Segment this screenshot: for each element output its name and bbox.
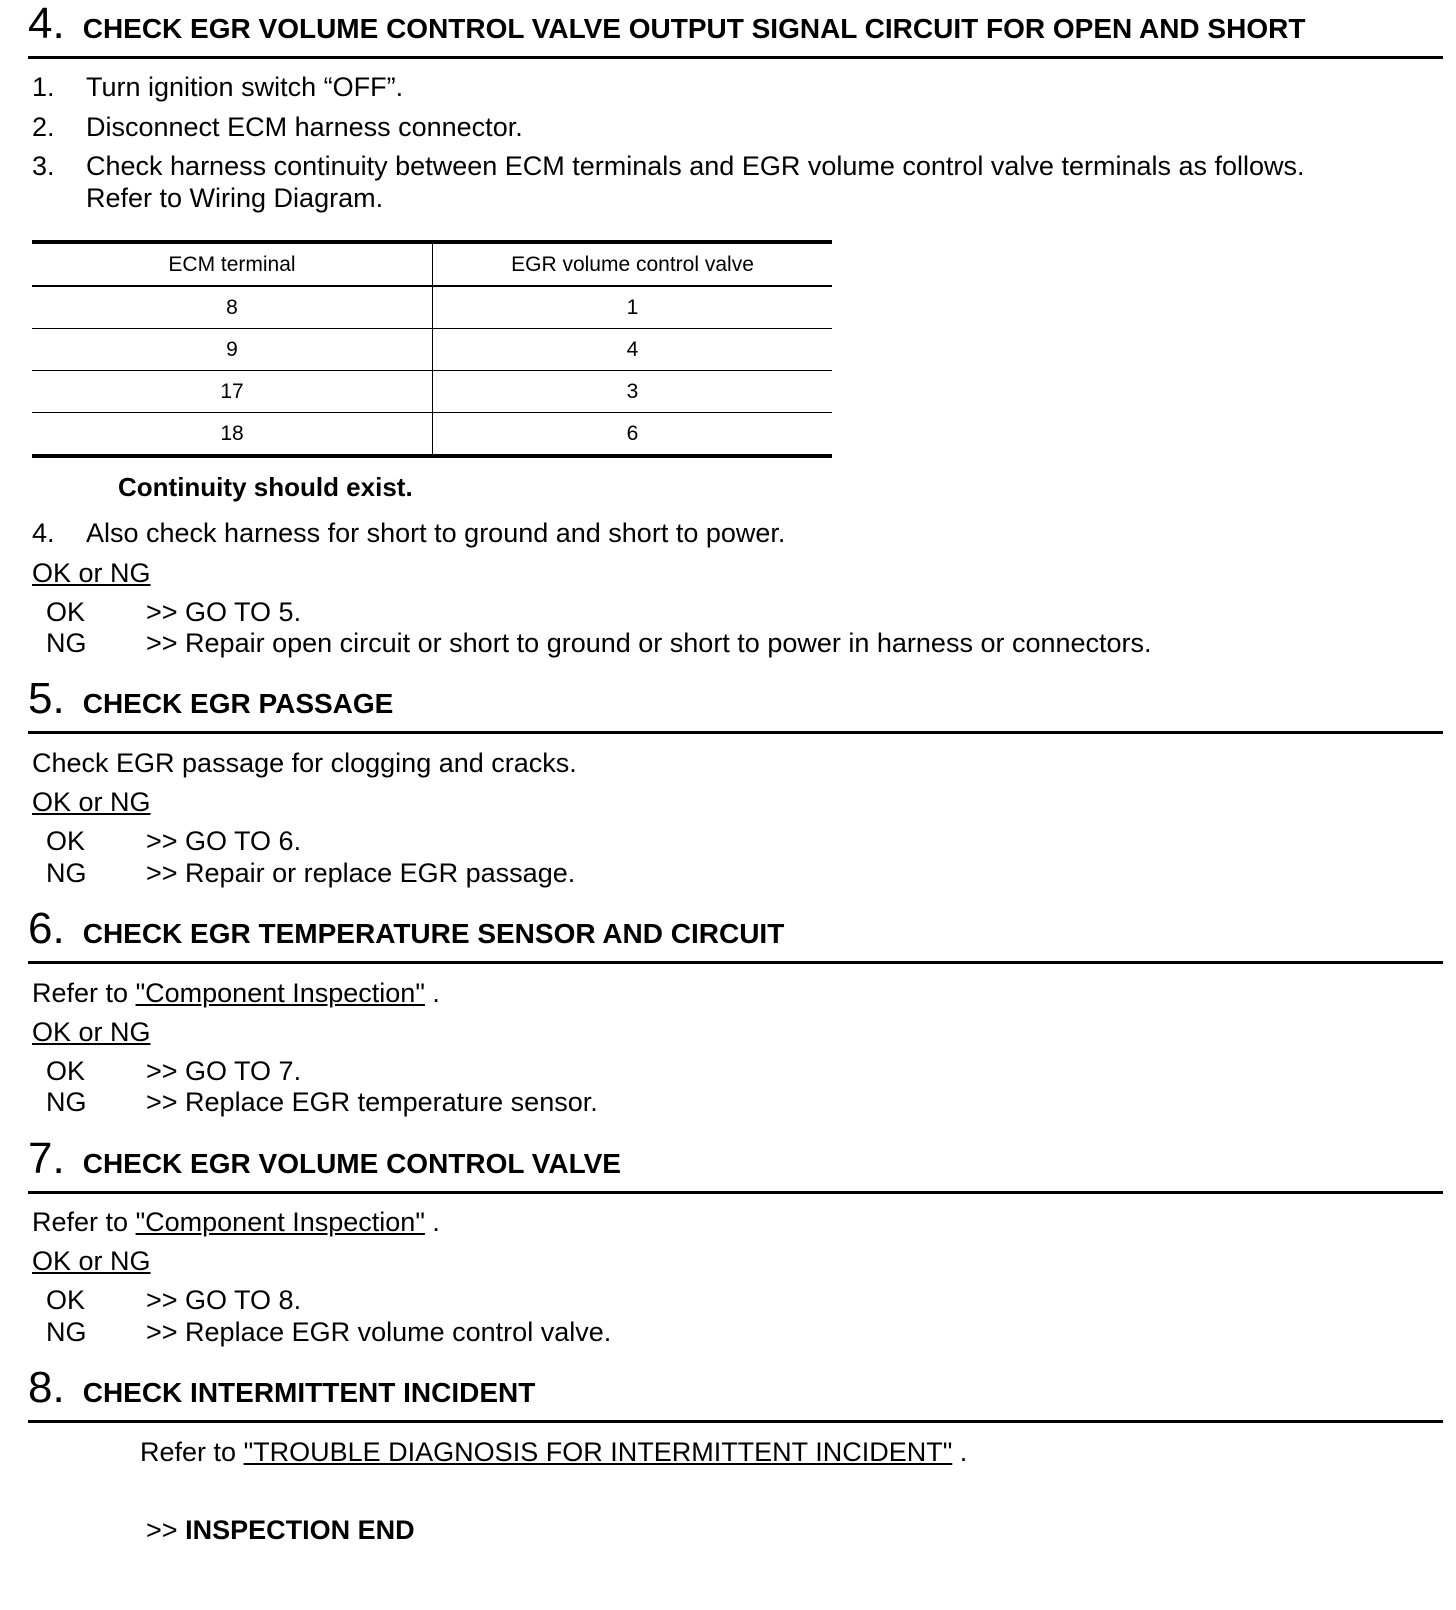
step6-title: CHECK EGR TEMPERATURE SENSOR AND CIRCUIT	[82, 918, 785, 949]
step7-heading: 7 . CHECK EGR VOLUME CONTROL VALVE	[28, 1134, 621, 1183]
step5-ng-label: NG	[46, 858, 87, 888]
step4-ng-action: >> Repair open circuit or short to ground or short to power in harness or connectors.	[146, 628, 1152, 658]
table-cell: 1	[433, 286, 833, 329]
step4-item3-text2: Refer to Wiring Diagram.	[86, 183, 384, 213]
step6-refer-suffix: .	[432, 978, 440, 1008]
step6-number: 6	[28, 904, 53, 953]
step5-title: CHECK EGR PASSAGE	[82, 688, 394, 719]
table-cell: 4	[433, 329, 833, 371]
step6-component-inspection-link[interactable]: "Component Inspection"	[135, 978, 425, 1008]
step6-heading: 6 . CHECK EGR TEMPERATURE SENSOR AND CIRCUIT	[28, 904, 785, 953]
step5-ng-action: >> Repair or replace EGR passage.	[146, 858, 576, 888]
step7-refer-prefix: Refer to	[32, 1207, 129, 1237]
step6-refer	[32, 978, 440, 1009]
step4-item2-num: 2.	[32, 112, 55, 142]
step7-ok-action: >> GO TO 8.	[146, 1285, 302, 1315]
step8-refer-suffix: .	[959, 1437, 968, 1467]
step5-text: Check EGR passage for clogging and cracks.	[32, 748, 577, 778]
step4-result-label: OK or NG	[32, 558, 151, 588]
continuity-table	[32, 240, 832, 458]
table-header-egr: EGR volume control valve	[433, 242, 833, 286]
step4-number: 4	[28, 0, 53, 48]
table-cell: 6	[433, 413, 833, 457]
table-row	[32, 413, 832, 457]
step7-ng-action: >> Replace EGR volume control valve.	[146, 1317, 612, 1347]
step6-ok-label: OK	[46, 1056, 86, 1086]
step8-title: CHECK INTERMITTENT INCIDENT	[82, 1377, 536, 1408]
table-header-ecm: ECM terminal	[32, 242, 433, 286]
step8-intermittent-incident-link[interactable]: "TROUBLE DIAGNOSIS FOR INTERMITTENT INCIDENT"	[243, 1437, 953, 1467]
step8-rule	[28, 1420, 1443, 1423]
step7-refer-suffix: .	[432, 1207, 440, 1237]
step6-ng-label: NG	[46, 1087, 87, 1117]
table-cell: 3	[433, 371, 833, 413]
inspection-end-arrow: >>	[146, 1515, 178, 1545]
step4-title: CHECK EGR VOLUME CONTROL VALVE OUTPUT SIGNAL CIRCUIT FOR OPEN AND SHORT	[82, 13, 1306, 44]
step4-ng-label: NG	[46, 628, 87, 658]
step4-item2-text: Disconnect ECM harness connector.	[86, 112, 523, 142]
step6-result-label: OK or NG	[32, 1017, 151, 1047]
step4-item3-num: 3.	[32, 151, 55, 181]
inspection-end	[146, 1515, 415, 1546]
inspection-end-text: INSPECTION END	[185, 1515, 415, 1545]
step5-heading: 5 . CHECK EGR PASSAGE	[28, 674, 394, 723]
step4-item4-num: 4.	[32, 518, 55, 548]
continuity-note: Continuity should exist.	[118, 472, 413, 502]
step8-number: 8	[28, 1363, 53, 1412]
step7-result-label: OK or NG	[32, 1246, 151, 1276]
step7-number: 7	[28, 1134, 53, 1183]
table-cell: 9	[32, 329, 433, 371]
step5-ok-label: OK	[46, 826, 86, 856]
step8-heading: 8 . CHECK INTERMITTENT INCIDENT	[28, 1363, 536, 1412]
step7-title: CHECK EGR VOLUME CONTROL VALVE	[82, 1148, 621, 1179]
step8-refer	[140, 1437, 967, 1468]
step5-result-label: OK or NG	[32, 787, 151, 817]
table-header-row	[32, 242, 832, 286]
step7-ok-label: OK	[46, 1285, 86, 1315]
step7-ng-label: NG	[46, 1317, 87, 1347]
step6-refer-prefix: Refer to	[32, 978, 129, 1008]
step7-refer	[32, 1207, 440, 1238]
table-cell: 8	[32, 286, 433, 329]
step4-item4-text: Also check harness for short to ground and short to power.	[86, 518, 786, 548]
step4-heading: 4 . CHECK EGR VOLUME CONTROL VALVE OUTPUT SIGNAL CIRCUIT FOR OPEN AND SHORT	[28, 0, 1306, 48]
step4-ok-action: >> GO TO 5.	[146, 597, 302, 627]
step7-component-inspection-link[interactable]: "Component Inspection"	[135, 1207, 425, 1237]
step5-rule	[28, 731, 1443, 734]
step6-rule	[28, 961, 1443, 964]
table-cell: 18	[32, 413, 433, 457]
table-row	[32, 329, 832, 371]
step6-ok-action: >> GO TO 7.	[146, 1056, 302, 1086]
step6-ng-action: >> Replace EGR temperature sensor.	[146, 1087, 598, 1117]
step4-item3-text: Check harness continuity between ECM terminals and EGR volume control valve terminals as follows.	[86, 151, 1305, 181]
step8-refer-prefix: Refer to	[140, 1437, 237, 1467]
table-row	[32, 371, 832, 413]
step4-item1-text: Turn ignition switch “OFF”.	[86, 72, 404, 102]
step4-rule	[28, 56, 1443, 59]
step4-ok-label: OK	[46, 597, 86, 627]
step5-ok-action: >> GO TO 6.	[146, 826, 302, 856]
table-cell: 17	[32, 371, 433, 413]
step7-rule	[28, 1191, 1443, 1194]
step5-number: 5	[28, 674, 53, 723]
step4-item1-num: 1.	[32, 72, 55, 102]
table-row	[32, 286, 832, 329]
